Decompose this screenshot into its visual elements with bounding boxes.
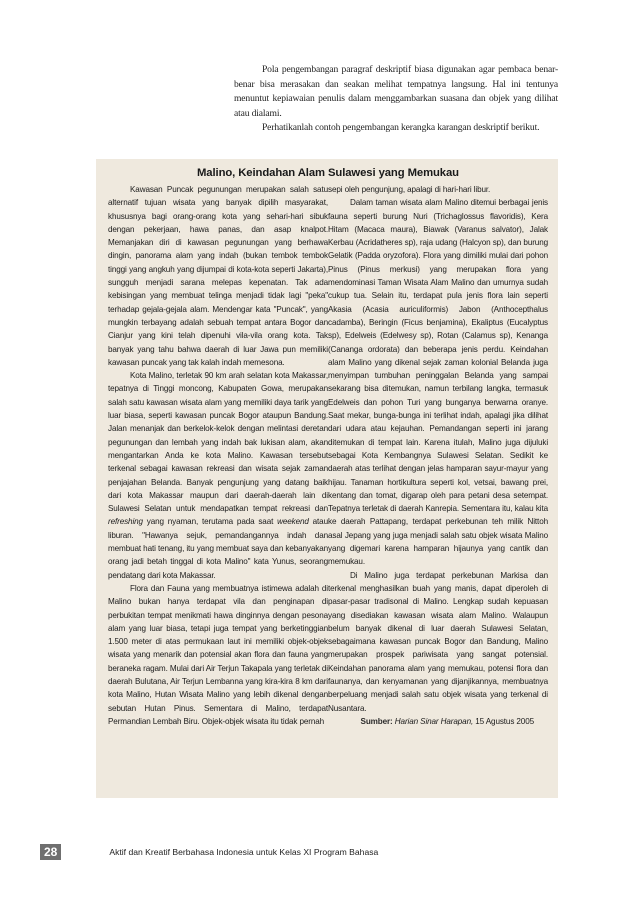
article-source [328, 715, 548, 728]
right-paragraph-3: Di Malino juga terdapat perkebunan Markisa dan terkenal menghasilkan buah yang manis, dapat diperoleh di pasar-pasar tradisonal di Malino. Lengkap sudah kepuasan yang disediakan kawasan wisata alam Malino. Walaupun belum banyak dikenal di luar daerah Sulawesi Selatan, sebagaimana kawasan puncak Bogor dan Bandung, Malino merupakan prospek pariwisata yang sangat potensial. Keindahan panorama alam yang memukau, potensi flora dan faunanya, dan kenyamanan yang dijanjikannya, membuatnya berpeluang menjadi salah satu objek wisata yang terkenal di Nusantara. [328, 570, 548, 713]
article-right-column [328, 183, 548, 728]
right-paragraph-1: sepi oleh pengunjung, apalagi di hari-hari libur. [328, 185, 491, 194]
intro-paragraph-2: Perhatikanlah contoh pengembangan kerangka karangan deskriptif berikut. [262, 122, 540, 134]
intro-text [234, 63, 558, 136]
source-publication: Harian Sinar Harapan, [394, 716, 474, 726]
article-columns [108, 183, 548, 728]
left-paragraph-2-part-b: yang nyaman, terutama pada saat [142, 517, 278, 527]
book-title: Aktif dan Kreatif Berbahasa Indonesia untuk Kelas XI Program Bahasa [109, 847, 379, 857]
left-paragraph-1: Kawasan Puncak pegunungan merupakan salah satu alternatif tujuan wisata yang banyak dipilih masyarakat, khususnya bagi orang-orang kota yang sehari-hari sibuk dengan pekerjaan, hawa panas, dan asap knalpot. Memanjakan diri di kawasan pegunungan yang berhawa dingin, panorama alam yang indah (bukan tembok tembok tinggi yang angkuh yang dijumpai di kota-kota seperti Jakarta), sungguh menjadi sarana melepas kepenatan. Tak ada kebisingan yang membuat telinga menjadi tidak lagi "peka" terhadap gejala-gejala alam. Mendengar kata "Puncak", yang mungkin terbayang adalah sebuah tempat antara Bogor dan Cianjur yang kini telah dipenuhi vila-vila orang kota. Tak banyak yang tahu bahwa daerah di luar Jawa pun memiliki kawasan puncak yang tak kalah indah memesona. [108, 185, 328, 367]
intro-paragraph-1: Pola pengembangan paragraf deskriptif biasa digunakan agar pembaca benar-benar bisa merasakan dan seakan melihat tempatnya langsung. Hal ini tentunya menuntut kepiawaian penulis dalam menggambarkan suasana dan objek yang dilihat atau dialami. [234, 64, 558, 119]
article-left-column [108, 183, 328, 728]
refreshing-term: refreshing [108, 517, 143, 527]
left-paragraph-2 [108, 369, 328, 582]
left-paragraph-2-part-a: Kota Malino, terletak 90 km arah selatan kota Makassar, tepatnya di Tinggi moncong, Kabupaten Gowa, merupakan salah satu kawasan wisata alam yang memiliki daya tarik yang luar biasa, seperti kawasan puncak Bogor ataupun Bandung. Jalan menanjak dan berkelok-kelok dengan melintasi deretan pegunungan dan lembah yang indah bak lukisan alam, akan mengantarkan Anda ke kota Malino. Kawasan tersebut terkenal sebagai kawasan rekreasi dan wisata sejak zaman penjajahan Belanda. Banyak pengunjung yang datang baik dari kota Makassar maupun dari daerah-daerah lain di Sulawesi Selatan untuk mendapatkan tempat rekreasi dan [108, 371, 328, 514]
left-paragraph-2-part-c: atau liburan. "Hawanya sejuk, pemandangannya indah dan membuat hati tenang, itu yang membuat saya dan kebanyakan orang jadi betah tinggal di kota Malino" kata Yunus, seorang pendatang dari kota Makassar. [108, 517, 328, 580]
article-title: Malino, Keindahan Alam Sulawesi yang Memukau [197, 167, 459, 179]
source-date: 15 Agustus 2005 [473, 716, 534, 726]
source-label: Sumber: [360, 716, 393, 726]
right-paragraph-2: Dalam taman wisata alam Malino ditemui berbagai jenis fauna seperti burung Nuri (Trichaglossus flavoridis), Kera Hitam (Macaca maura), Biawak (Varanus salvator), Jalak Kerbau (Acridatheres sp), raja udang (Halcyon sp), dan burung Gelatik (Padda oryzofora). Flora yang dimiliki mulai dari pohon Pinus (Pinus merkusi) yang merupakan flora yang mendominasi Taman Wisata Alam Malino dan umurnya sudah cukup tua. Selain itu, terdapat pula jenis flora lain seperti Akasia (Acasia auriculiformis) Jabon (Anthocepthalus cadamba), Beringin (Ficus benjamina), Ekaliptus (Eucalyptus sp), Edelweis (Edelwesy sp), Rotan (Calamus sp), Kenanga (Cananga ordorata) dan beberapa jenis perdu. Keindahan alam Malino yang dikenal sejak zaman kolonial Belanda juga menyimpan tumbuhan peninggalan Belanda yang sampai sekarang bisa ditemukan, namun terbilang langka, termasuk Edelweis dan pohon Turi yang bunganya berwarna oranye. Saat mekar, bunga-bunga ini terlihat indah, apalagi jika dilihat dari udara atau kejauhan. Pemandangan seperti ini jarang ditemukan di tempat lain. Karena itulah, Malino juga dijuluki sebagai Kota Kembangnya Sulawesi Selatan. Sedikit ke daerah atas terlihat dengan jelas hamparan sayur-mayur yang hijau. Tanaman hortikultura seperti kol, vetsai, bawang prei, kentang dan tomat, digarap oleh para petani desa setempat. Tepatnya terletak di daerah Kanrepia. Sementara itu, kalau kita ke daerah Pattapang, terdapat perkebunan teh milik Nittoh asal Jepang yang juga menjadi salah satu objek wisata Malino yang digemari karena hamparan hijaunya yang cantik dan memukau. [328, 198, 548, 567]
article-box [96, 159, 558, 798]
weekend-term: weekend [277, 517, 309, 527]
left-paragraph-3: Flora dan Fauna yang membuatnya istimewa adalah di Malino bukan hanya terdapat vila dan penginapan di perbukitan tempat menikmati hawa dinginnya dengan pesona alam yang luar biasa, tetapi juga tempat yang berketinggian 1.500 meter di atas permukaan laut ini memiliki objek-objek wisata yang menarik dan potensial akan flora dan fauna yang beraneka ragam. Mulai dari Air Terjun Takapala yang terletak di daerah Bulutana, Air Terjun Lembanna yang kira-kira 8 km dari kota Malino, Hutan Wisata Malino yang lebih dikenal dengan sebutan Hutan Pinus. Sementara di Malino, terdapat Permandian Lembah Biru. Objek-objek wisata itu tidak pernah [108, 583, 328, 726]
page-number: 28 [40, 844, 61, 860]
page-footer [40, 843, 560, 861]
